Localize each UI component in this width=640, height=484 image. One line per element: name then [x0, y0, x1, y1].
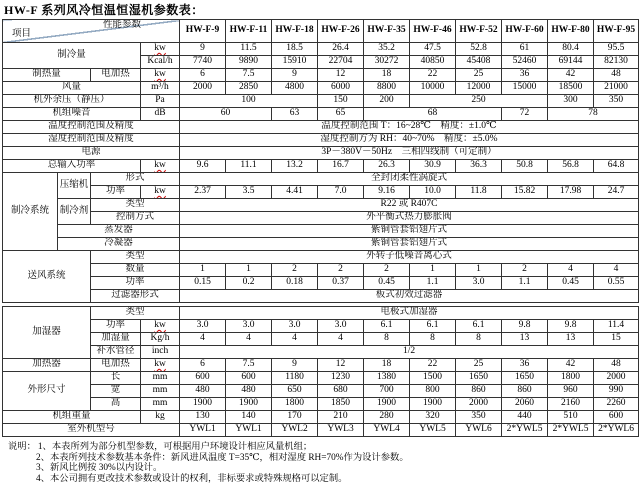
value-cell: 1.1: [410, 277, 456, 290]
table-row: [3, 333, 639, 346]
value-cell: 4: [226, 333, 272, 346]
table-row: [3, 212, 639, 225]
row-label: 宽: [91, 385, 141, 398]
value-cell: 2*YWL6: [594, 424, 639, 437]
value-cell: 1650: [502, 372, 548, 385]
unit-cell: kw: [141, 43, 180, 56]
row-label: 制冷量: [3, 43, 141, 69]
table-row: [3, 424, 639, 437]
value-cell: 35.2: [364, 43, 410, 56]
value-cell: 2: [272, 264, 318, 277]
value-cell: 3.5: [226, 186, 272, 199]
value-cell: 960: [548, 385, 594, 398]
value-cell: 150: [318, 95, 364, 108]
value-cell: 22: [410, 69, 456, 82]
value-cell: 1900: [226, 398, 272, 411]
row-label: 机外余压（静压）: [3, 95, 141, 108]
row-label: 类型: [91, 307, 180, 320]
value-cell: 24.7: [594, 186, 639, 199]
value-cell: 68: [364, 108, 502, 121]
value-cell: 9.16: [364, 186, 410, 199]
column-header: HW-F-11: [226, 20, 272, 43]
value-cell: 0.15: [180, 277, 226, 290]
value-cell: 72: [502, 108, 548, 121]
value-cell: 9890: [226, 56, 272, 69]
value-cell: 9: [272, 69, 318, 82]
note-text: 4、本公司拥有更改技术参数或设计的权利，非标要求或特殊规格可以定制。: [36, 474, 347, 484]
table-row: [3, 411, 639, 424]
value-cell: 61: [502, 43, 548, 56]
value-cell: 45408: [456, 56, 502, 69]
value-cell: 440: [502, 411, 548, 424]
value-cell: 130: [180, 411, 226, 424]
value-cell: 15: [594, 333, 639, 346]
unit-cell: mm: [141, 398, 180, 411]
value-cell: 0.2: [226, 277, 272, 290]
value-cell: 52.8: [456, 43, 502, 56]
row-label: 长: [91, 372, 141, 385]
row-label: 蒸发器: [58, 225, 180, 238]
row-label: 功率: [91, 186, 141, 199]
value-cell: 6.1: [364, 320, 410, 333]
value-cell: 全封闭柔性涡旋式: [180, 173, 639, 186]
row-label: 温度控制范围及精度: [3, 121, 180, 134]
unit-cell: Kg/h: [141, 333, 180, 346]
value-cell: 25: [456, 359, 502, 372]
humidifier-spec-table: [2, 306, 639, 437]
value-cell: 64.8: [594, 160, 639, 173]
value-cell: YWL1: [226, 424, 272, 437]
value-cell: 48: [594, 69, 639, 82]
value-cell: 温度控制范围 T：16~28℃ 精度：±1.0℃: [180, 121, 639, 134]
row-label: 加热器: [3, 359, 91, 372]
unit-cell: dB: [141, 108, 180, 121]
corner-diagonal-cell: [3, 20, 180, 43]
value-cell: 3.0: [272, 320, 318, 333]
unit-cell: kw: [141, 69, 180, 82]
value-cell: 1: [456, 264, 502, 277]
value-cell: 250: [410, 95, 548, 108]
value-cell: 25: [456, 69, 502, 82]
value-cell: 1650: [456, 372, 502, 385]
value-cell: 480: [226, 385, 272, 398]
unit-cell: kg: [141, 411, 180, 424]
value-cell: 18: [364, 359, 410, 372]
value-cell: 7.5: [226, 359, 272, 372]
value-cell: 2*YWL5: [548, 424, 594, 437]
value-cell: 1800: [548, 372, 594, 385]
value-cell: YWL2: [272, 424, 318, 437]
value-cell: 3.0: [318, 320, 364, 333]
value-cell: 1500: [410, 372, 456, 385]
column-header: HW-F-52: [456, 20, 502, 43]
table-row: [3, 251, 639, 264]
row-label: 过滤器形式: [91, 290, 180, 303]
value-cell: 11.8: [456, 186, 502, 199]
value-cell: 80.4: [548, 43, 594, 56]
unit-cell: kw: [141, 320, 180, 333]
value-cell: 2260: [594, 398, 639, 411]
row-label: 类型: [91, 251, 180, 264]
value-cell: 170: [272, 411, 318, 424]
value-cell: 2160: [548, 398, 594, 411]
unit-cell: inch: [141, 346, 180, 359]
value-cell: 990: [594, 385, 639, 398]
value-cell: 3P－380V－50Hz 三相四线制（可定制）: [180, 147, 639, 160]
row-label: 风量: [3, 82, 141, 95]
value-cell: 600: [226, 372, 272, 385]
value-cell: 1180: [272, 372, 318, 385]
value-cell: 4: [548, 264, 594, 277]
table-row: [3, 43, 639, 56]
value-cell: YWL6: [456, 424, 502, 437]
note-line: [0, 463, 640, 474]
value-cell: 48: [594, 359, 639, 372]
corner-label-performance: 性能参数: [103, 21, 141, 31]
table-row: [3, 264, 639, 277]
value-cell: R22 或 R407C: [180, 199, 639, 212]
table-row: [3, 346, 639, 359]
group-label: 加湿器: [3, 307, 91, 359]
value-cell: 0.18: [272, 277, 318, 290]
notes: [0, 442, 640, 484]
corner-label-item: 项目: [12, 30, 31, 40]
value-cell: 3.0: [180, 320, 226, 333]
table-row: [3, 186, 639, 199]
value-cell: 3.0: [456, 277, 502, 290]
value-cell: 42: [548, 359, 594, 372]
table-row: [3, 199, 639, 212]
column-header: HW-F-9: [180, 20, 226, 43]
group-label: 制冷系统: [3, 173, 58, 251]
note-line: [0, 453, 640, 464]
unit-cell: Kcal/h: [141, 56, 180, 69]
value-cell: 50.8: [502, 160, 548, 173]
column-header: HW-F-80: [548, 20, 594, 43]
group-label: 送风系统: [3, 251, 91, 303]
value-cell: 100: [180, 95, 318, 108]
value-cell: 800: [410, 385, 456, 398]
row-label: 总输入功率: [3, 160, 141, 173]
value-cell: 2.37: [180, 186, 226, 199]
value-cell: 280: [364, 411, 410, 424]
row-label: 室外机型号: [3, 424, 180, 437]
value-cell: 6: [180, 69, 226, 82]
row-label: 电加热: [91, 359, 141, 372]
table-row: [3, 238, 639, 251]
value-cell: 11.1: [226, 160, 272, 173]
value-cell: 15.82: [502, 186, 548, 199]
value-cell: 0.55: [594, 277, 639, 290]
unit-cell: Pa: [141, 95, 180, 108]
value-cell: 6: [180, 359, 226, 372]
value-cell: 12: [318, 69, 364, 82]
table-row: [3, 359, 639, 372]
column-header: HW-F-60: [502, 20, 548, 43]
value-cell: YWL1: [180, 424, 226, 437]
value-cell: 8: [410, 333, 456, 346]
value-cell: 300: [548, 95, 594, 108]
value-cell: 6.1: [456, 320, 502, 333]
value-cell: 56.8: [548, 160, 594, 173]
unit-cell: kw: [141, 160, 180, 173]
value-cell: 47.5: [410, 43, 456, 56]
value-cell: 680: [318, 385, 364, 398]
value-cell: 78: [548, 108, 639, 121]
value-cell: 36: [502, 359, 548, 372]
value-cell: 36: [502, 69, 548, 82]
value-cell: 1380: [364, 372, 410, 385]
value-cell: 1900: [410, 398, 456, 411]
value-cell: 2850: [226, 82, 272, 95]
value-cell: 9: [180, 43, 226, 56]
row-label: 控制方式: [91, 212, 180, 225]
row-label: 压缩机: [58, 173, 91, 199]
value-cell: 26.4: [318, 43, 364, 56]
value-cell: 13: [502, 333, 548, 346]
group-label: 外形尺寸: [3, 372, 91, 411]
value-cell: 30272: [364, 56, 410, 69]
unit-cell: mm: [141, 372, 180, 385]
main-spec-table: [2, 19, 639, 303]
value-cell: YWL3: [318, 424, 364, 437]
value-cell: 1230: [318, 372, 364, 385]
value-cell: 1900: [180, 398, 226, 411]
value-cell: 板式初效过滤器: [180, 290, 639, 303]
value-cell: 湿度控制方为 RH：40~70% 精度：±5.0%: [180, 134, 639, 147]
value-cell: 1/2: [180, 346, 639, 359]
value-cell: 16.7: [318, 160, 364, 173]
table-row: [3, 160, 639, 173]
value-cell: 4: [318, 333, 364, 346]
table-row: [3, 225, 639, 238]
value-cell: 4800: [272, 82, 318, 95]
row-label: 机组噪音: [3, 108, 141, 121]
value-cell: 140: [226, 411, 272, 424]
value-cell: 外转子低噪音离心式: [180, 251, 639, 264]
row-label: 湿度控制范围及精度: [3, 134, 180, 147]
row-label: 形式: [91, 173, 180, 186]
value-cell: 480: [180, 385, 226, 398]
row-label: 电加热: [91, 69, 141, 82]
value-cell: 2: [502, 264, 548, 277]
table-row: [3, 320, 639, 333]
table-row: [3, 147, 639, 160]
table-row: [3, 69, 639, 82]
value-cell: 13: [548, 333, 594, 346]
unit-cell: m³/h: [141, 82, 180, 95]
value-cell: 600: [594, 411, 639, 424]
value-cell: 11.4: [594, 320, 639, 333]
value-cell: 210: [318, 411, 364, 424]
value-cell: 60: [180, 108, 272, 121]
value-cell: 1900: [364, 398, 410, 411]
value-cell: 21000: [594, 82, 639, 95]
value-cell: 15000: [502, 82, 548, 95]
value-cell: 6.1: [410, 320, 456, 333]
value-cell: 7740: [180, 56, 226, 69]
value-cell: 200: [364, 95, 410, 108]
value-cell: 4.41: [272, 186, 318, 199]
row-label: 功率: [91, 277, 180, 290]
value-cell: 7.5: [226, 69, 272, 82]
row-label: 功率: [91, 320, 141, 333]
value-cell: 510: [548, 411, 594, 424]
value-cell: 95.5: [594, 43, 639, 56]
column-header: HW-F-35: [364, 20, 410, 43]
value-cell: YWL4: [364, 424, 410, 437]
value-cell: 11.5: [226, 43, 272, 56]
table-row: [3, 277, 639, 290]
value-cell: 36.3: [456, 160, 502, 173]
value-cell: 3.0: [226, 320, 272, 333]
value-cell: 6000: [318, 82, 364, 95]
row-label: 加湿量: [91, 333, 141, 346]
value-cell: 40850: [410, 56, 456, 69]
table-row: [3, 82, 639, 95]
table-row: [3, 108, 639, 121]
row-label: 机组重量: [3, 411, 141, 424]
value-cell: 12000: [456, 82, 502, 95]
row-label: 类型: [91, 199, 180, 212]
value-cell: 320: [410, 411, 456, 424]
value-cell: 4: [272, 333, 318, 346]
value-cell: 紫铜管套铝翅片式: [180, 238, 639, 251]
value-cell: 18.5: [272, 43, 318, 56]
value-cell: 2*YWL5: [502, 424, 548, 437]
value-cell: 电极式加湿器: [180, 307, 639, 320]
value-cell: 13.2: [272, 160, 318, 173]
value-cell: 26.3: [364, 160, 410, 173]
table-row: [3, 372, 639, 385]
value-cell: 4: [594, 264, 639, 277]
value-cell: 17.98: [548, 186, 594, 199]
value-cell: 63: [272, 108, 318, 121]
value-cell: 42: [548, 69, 594, 82]
value-cell: 30.9: [410, 160, 456, 173]
value-cell: YWL5: [410, 424, 456, 437]
value-cell: 0.45: [548, 277, 594, 290]
value-cell: 350: [594, 95, 639, 108]
row-label: 制热量: [3, 69, 91, 82]
value-cell: 1: [180, 264, 226, 277]
value-cell: 2000: [180, 82, 226, 95]
value-cell: 69144: [548, 56, 594, 69]
table-row: [3, 173, 639, 186]
value-cell: 9.8: [548, 320, 594, 333]
table-row: [3, 290, 639, 303]
value-cell: 10.0: [410, 186, 456, 199]
value-cell: 10000: [410, 82, 456, 95]
value-cell: 650: [272, 385, 318, 398]
value-cell: 0.37: [318, 277, 364, 290]
row-label: 电源: [3, 147, 180, 160]
value-cell: 22704: [318, 56, 364, 69]
table-row: [3, 95, 639, 108]
column-header: HW-F-26: [318, 20, 364, 43]
value-cell: 18500: [548, 82, 594, 95]
row-label: 高: [91, 398, 141, 411]
column-header: HW-F-18: [272, 20, 318, 43]
value-cell: 9.6: [180, 160, 226, 173]
value-cell: 2000: [594, 372, 639, 385]
column-header: HW-F-46: [410, 20, 456, 43]
value-cell: 350: [456, 411, 502, 424]
value-cell: 18: [364, 69, 410, 82]
value-cell: 860: [456, 385, 502, 398]
value-cell: 2060: [502, 398, 548, 411]
column-header: HW-F-95: [594, 20, 639, 43]
unit-cell: kw: [141, 186, 180, 199]
value-cell: 2: [364, 264, 410, 277]
row-label: 制冷剂: [58, 199, 91, 225]
value-cell: 600: [180, 372, 226, 385]
value-cell: 9.8: [502, 320, 548, 333]
note-line: [0, 442, 640, 453]
value-cell: 1800: [272, 398, 318, 411]
note-line: [0, 474, 640, 484]
value-cell: 4: [180, 333, 226, 346]
value-cell: 12: [318, 359, 364, 372]
note-text: 1、本表所列为部分机型参数，可根据用户环境设计相应风量机组；: [38, 442, 312, 452]
value-cell: 1: [226, 264, 272, 277]
unit-cell: kw: [141, 359, 180, 372]
value-cell: 8800: [364, 82, 410, 95]
value-cell: 15910: [272, 56, 318, 69]
value-cell: 2000: [456, 398, 502, 411]
row-label: 补水管径: [91, 346, 141, 359]
value-cell: 8: [364, 333, 410, 346]
value-cell: 8: [456, 333, 502, 346]
value-cell: 1: [410, 264, 456, 277]
value-cell: 1.1: [502, 277, 548, 290]
table-row: [3, 398, 639, 411]
value-cell: 0.45: [364, 277, 410, 290]
table-row: [3, 385, 639, 398]
unit-cell: mm: [141, 385, 180, 398]
value-cell: 22: [410, 359, 456, 372]
table-row: [3, 121, 639, 134]
table-row: [3, 20, 639, 43]
table-row: [3, 134, 639, 147]
value-cell: 860: [502, 385, 548, 398]
value-cell: 1850: [318, 398, 364, 411]
value-cell: 65: [318, 108, 364, 121]
value-cell: 700: [364, 385, 410, 398]
row-label: 冷凝器: [58, 238, 180, 251]
value-cell: 52460: [502, 56, 548, 69]
note-text: 3、新风比例按 30%以内设计。: [36, 463, 162, 473]
table-row: [3, 307, 639, 320]
value-cell: 7.0: [318, 186, 364, 199]
value-cell: 紫铜管套铝翅片式: [180, 225, 639, 238]
value-cell: 2: [318, 264, 364, 277]
value-cell: 外平衡式热力膨胀阀: [180, 212, 639, 225]
row-label: 数量: [91, 264, 180, 277]
notes-prefix: 说明：: [8, 442, 36, 452]
note-text: 2、本表所列技术参数基本条件：新风进风温度 T=35℃，相对湿度 RH=70%作为设计参数。: [36, 453, 409, 463]
value-cell: 9: [272, 359, 318, 372]
page-title: HW-F 系列风冷恒温恒湿机参数表：: [0, 0, 640, 19]
value-cell: 82130: [594, 56, 639, 69]
